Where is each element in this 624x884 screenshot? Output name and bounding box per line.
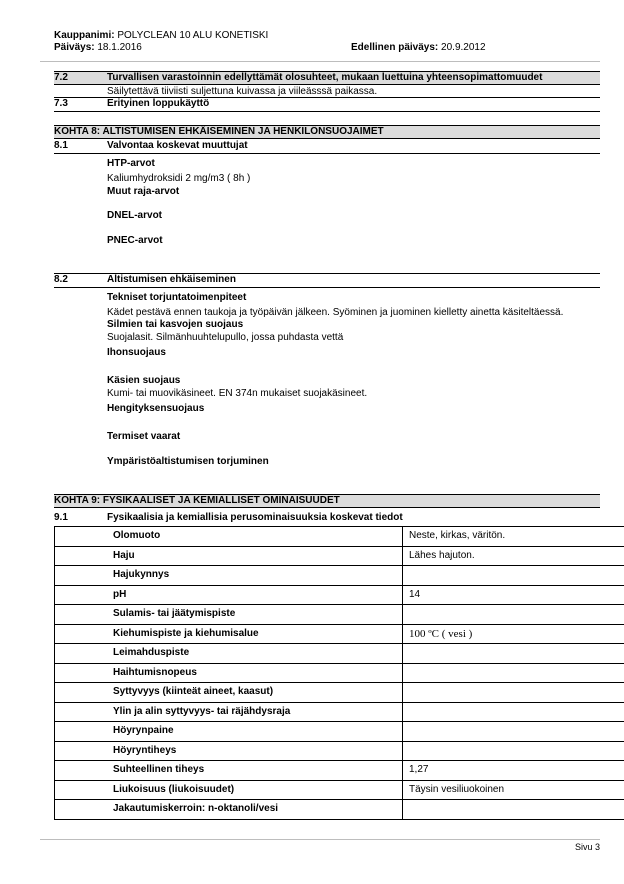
property-value: Lähes hajuton. (403, 546, 624, 566)
property-name: Höyryntiheys (55, 741, 403, 761)
subsection-7-3-number: 7.3 (54, 98, 68, 109)
property-value: Neste, kirkas, väritön. (403, 527, 624, 547)
property-value (403, 741, 624, 761)
date-line (54, 42, 142, 54)
htp-label: HTP-arvot (107, 158, 155, 169)
property-name: Ylin ja alin syttyvyys- tai räjähdysraja (55, 702, 403, 722)
eye-protection-label: Silmien tai kasvojen suojaus (107, 319, 244, 330)
section-8-title: KOHTA 8: ALTISTUMISEN EHKÄISEMINEN JA HENKILÖNSUOJAIMET (54, 126, 384, 137)
property-name: Hajukynnys (55, 566, 403, 586)
property-value (403, 683, 624, 703)
subsection-7-2-number: 7.2 (54, 72, 68, 83)
table-row (55, 741, 624, 761)
dnel-label: DNEL-arvot (107, 210, 163, 221)
technical-measures-label: Tekniset torjuntatoimenpiteet (107, 292, 247, 303)
table-row (55, 702, 624, 722)
table-row (55, 644, 624, 664)
date-label: Päiväys: (54, 42, 95, 53)
subsection-7-3-title: Erityinen loppukäyttö (107, 98, 210, 109)
other-limits-label: Muut raja-arvot (107, 186, 180, 197)
property-name: Olomuoto (55, 527, 403, 547)
table-row (55, 663, 624, 683)
divider (54, 153, 600, 154)
section-9-title: KOHTA 9: FYSIKAALISET JA KEMIALLISET OMINAISUUDET (54, 495, 340, 506)
subsection-8-1-number: 8.1 (54, 140, 68, 151)
property-value: 14 (403, 585, 624, 605)
property-value (403, 722, 624, 742)
property-name: Sulamis- tai jäätymispiste (55, 605, 403, 625)
subsection-8-1-title: Valvontaa koskevat muuttujat (107, 140, 248, 151)
table-row (55, 605, 624, 625)
environmental-exposure-label: Ympäristöaltistumisen torjuminen (107, 456, 269, 467)
property-value (403, 644, 624, 664)
previous-date-label: Edellinen päiväys: (351, 42, 439, 53)
property-name: Jakautumiskerroin: n-oktanoli/vesi (55, 800, 403, 820)
subsection-7-2-title: Turvallisen varastoinnin edellyttämät olosuhteet, mukaan luettuina yhteensopimattomuudet (107, 72, 543, 83)
property-value (403, 663, 624, 683)
product-name-line (54, 30, 268, 42)
product-name: POLYCLEAN 10 ALU KONETISKI (117, 30, 269, 41)
date-value: 18.1.2016 (97, 42, 142, 53)
table-row (55, 780, 624, 800)
subsection-9-1-title: Fysikaalisia ja kemiallisia perusominaisuuksia koskevat tiedot (107, 512, 403, 523)
properties-table (54, 526, 624, 820)
eye-protection-text: Suojalasit. Silmänhuuhtelupullo, jossa puhdasta vettä (107, 332, 344, 343)
table-row (55, 624, 624, 644)
subsection-8-2-title: Altistumisen ehkäiseminen (107, 274, 236, 285)
previous-date-line (351, 42, 486, 54)
table-row (55, 566, 624, 586)
pnec-label: PNEC-arvot (107, 235, 163, 246)
product-label: Kauppanimi: (54, 30, 115, 41)
table-row (55, 546, 624, 566)
property-value: 100 ºC ( vesi ) (403, 624, 624, 644)
htp-value: Kaliumhydroksidi 2 mg/m3 ( 8h ) (107, 173, 251, 184)
divider (54, 111, 600, 112)
property-name: Leimahduspiste (55, 644, 403, 664)
hand-protection-text: Kumi- tai muovikäsineet. EN 374n mukaiset suojakäsineet. (107, 388, 368, 399)
divider (54, 287, 600, 288)
property-name: Syttyvyys (kiinteät aineet, kaasut) (55, 683, 403, 703)
property-value (403, 566, 624, 586)
table-row (55, 527, 624, 547)
subsection-8-2-number: 8.2 (54, 274, 68, 285)
thermal-hazards-label: Termiset vaarat (107, 431, 181, 442)
property-name: Haihtumisnopeus (55, 663, 403, 683)
table-row (55, 585, 624, 605)
previous-date-value: 20.9.2012 (441, 42, 486, 53)
footer-divider (40, 839, 600, 840)
table-row (55, 683, 624, 703)
property-name: Kiehumispiste ja kiehumisalue (55, 624, 403, 644)
property-name: pH (55, 585, 403, 605)
property-value: Täysin vesiliuokoinen (403, 780, 624, 800)
property-value: 1,27 (403, 761, 624, 781)
property-value (403, 605, 624, 625)
page-number: Sivu 3 (575, 842, 601, 852)
property-name: Haju (55, 546, 403, 566)
property-name: Liukoisuus (liukoisuudet) (55, 780, 403, 800)
property-value (403, 800, 624, 820)
hand-protection-label: Käsien suojaus (107, 375, 181, 386)
subsection-9-1-number: 9.1 (54, 512, 68, 523)
technical-measures-text: Kädet pestävä ennen taukoja ja työpäivän jälkeen. Syöminen ja juominen kielletty ainetta käsiteltäessä. (107, 307, 564, 318)
property-name: Höyrynpaine (55, 722, 403, 742)
table-row (55, 800, 624, 820)
property-value (403, 702, 624, 722)
table-row (55, 722, 624, 742)
header-divider (40, 61, 600, 62)
table-row (55, 761, 624, 781)
skin-protection-label: Ihonsuojaus (107, 347, 166, 358)
property-name: Suhteellinen tiheys (55, 761, 403, 781)
respiratory-protection-label: Hengityksensuojaus (107, 403, 205, 414)
storage-text: Säilytettävä tiiviisti suljettuna kuivassa ja viileässsä paikassa. (107, 86, 378, 97)
